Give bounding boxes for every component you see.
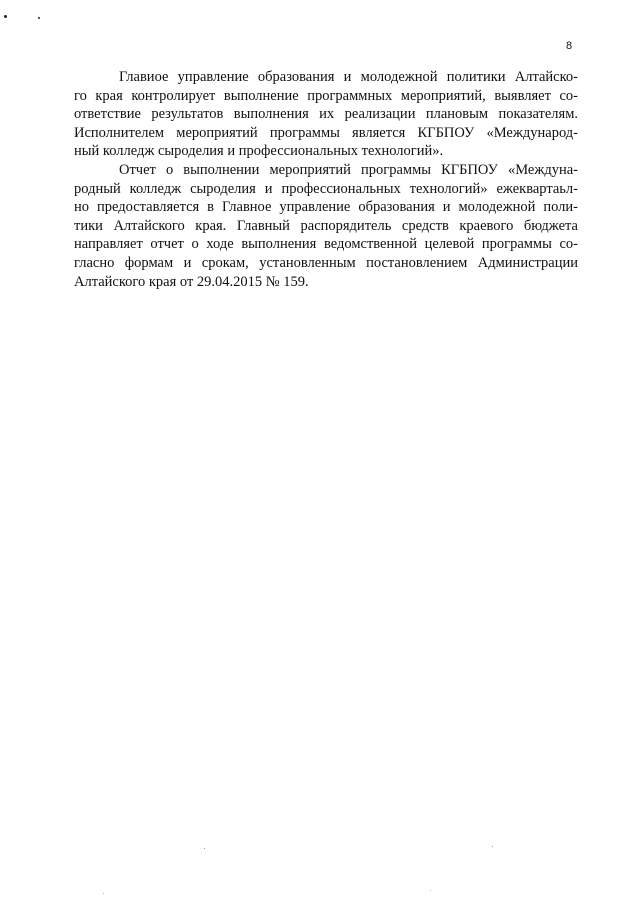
scan-speck <box>4 15 7 18</box>
text-line: ный колледж сыроделия и профессиональных технологий». <box>74 143 444 160</box>
scan-speck <box>103 893 104 894</box>
text-line: Главиое управление образования и молодежной политики Алтайско- <box>119 69 578 85</box>
paragraph-1 <box>74 68 578 161</box>
text-line: го края контролирует выполнение программных мероприятий, выявляет со- <box>74 87 578 104</box>
text-line: направляет отчет о ходе выполнения ведомственной целевой программы со- <box>74 236 578 253</box>
scan-speck <box>430 890 431 891</box>
text-line: Отчет о выполнении мероприятий программы КГБПОУ «Междуна- <box>119 161 578 178</box>
text-line: ответствие результатов выполнения их реализации плановым показателям. <box>74 106 578 123</box>
text-line: Алтайского края от 29.04.2015 № 159. <box>74 273 309 290</box>
scan-speck <box>492 846 493 847</box>
scan-speck <box>204 848 205 849</box>
text-line: родный колледж сыроделия и профессиональных технологий» ежеквартаьл- <box>74 180 578 197</box>
text-line: но предоставляется в Главное управление образования и молодежной поли- <box>74 199 578 216</box>
scan-speck <box>38 17 40 19</box>
page-number: 8 <box>566 40 573 52</box>
paragraph-2 <box>74 161 578 291</box>
text-line: тики Алтайского края. Главный распорядитель средств краевого бюджета <box>74 217 578 234</box>
body-text <box>74 68 578 291</box>
text-line: Исполнителем мероприятий программы является КГБПОУ «Международ- <box>74 124 578 141</box>
text-line: гласно формам и срокам, установленным постановлением Администрации <box>74 254 578 271</box>
